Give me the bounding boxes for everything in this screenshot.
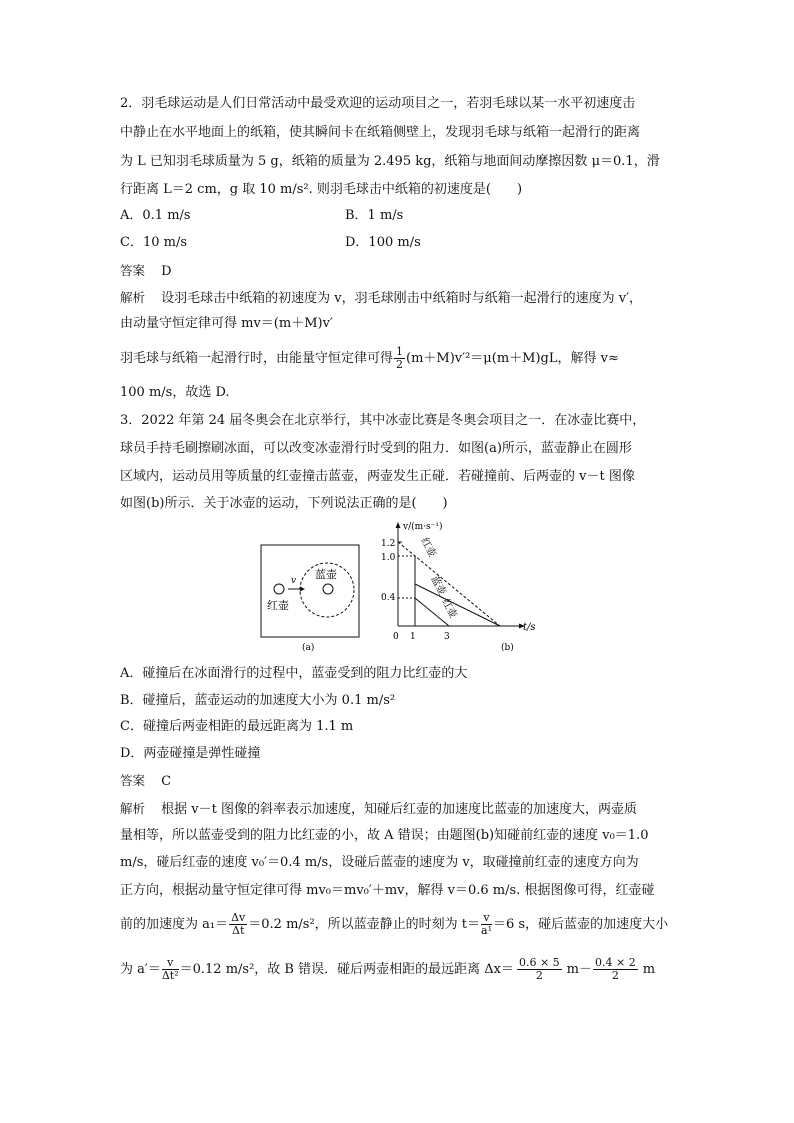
q2-energy-end: 100 m/s，故选 D. <box>120 385 230 400</box>
q2-energy-post: (m＋M)v′²＝μ(m＋M)gL，解得 v≈ <box>406 351 619 366</box>
last-fraction <box>162 957 179 982</box>
q2-stem-line-1: 2．羽毛球运动是人们日常活动中最受欢迎的运动项目之一，若羽毛球以某一水平初速度击 <box>120 96 636 111</box>
y-axis-label: v/(m·s⁻¹) <box>403 522 443 532</box>
q3-option-b: B．碰撞后，蓝壶运动的加速度大小为 0.1 m/s² <box>120 693 396 708</box>
q2-analysis-line-2: 由动量守恒定律可得 mv＝(m＋M)v′ <box>120 316 333 331</box>
q2-energy-line <box>120 346 619 371</box>
blue-line-label: 蓝壶 <box>428 574 448 598</box>
q2-option-d: D．100 m/s <box>345 235 421 250</box>
q3-stem-line-1: 3．2022 年第 24 届冬奥会在北京举行，其中冰壶比赛是冬奥会项目之一．在冰壶比赛中， <box>120 413 646 428</box>
distance-num-1: 0.6 × 5 <box>518 956 560 969</box>
q3-figure <box>255 520 545 655</box>
distance-den-2: 2 <box>611 969 619 982</box>
blue-stone-label: 蓝壶 <box>315 568 337 581</box>
distance-num-2: 0.4 × 2 <box>595 956 636 969</box>
q3-option-d: D．两壶碰撞是弹性碰撞 <box>120 746 261 761</box>
time-den: a¹ <box>481 924 493 937</box>
q2-stem-line-4: 行距离 L＝2 cm，g 取 10 m/s². 则羽毛球击中纸箱的初速度是( ) <box>120 182 523 197</box>
last-num: v <box>162 957 179 970</box>
q3-analysis-line-1 <box>120 800 637 818</box>
q3-stem-line-3: 区域内，运动员用等质量的红壶撞击蓝壶，两壶发生正碰．若碰撞前、后两壶的 v－t 图像 <box>120 469 635 484</box>
velocity-symbol: v <box>291 576 297 586</box>
q2-half-num: 1 <box>396 345 404 358</box>
distance-fraction-1 <box>517 957 562 982</box>
unit-m-2: m <box>642 962 656 977</box>
acc-fraction <box>229 912 247 937</box>
blue-stone-icon <box>323 584 333 594</box>
q2-answer-row <box>120 262 172 280</box>
acc-pre: 前的加速度为 a₁＝ <box>120 917 229 932</box>
q3-acceleration-line <box>120 912 668 937</box>
x-tick-3: 3 <box>444 632 450 642</box>
q2-analysis-line-1 <box>120 289 642 307</box>
q3-analysis-text-1: 根据 v－t 图像的斜率表示加速度，知碰后红壶的加速度比蓝壶的加速度大，两壶质 <box>161 802 637 817</box>
q3-analysis-line-4: 正方向，根据动量守恒定律可得 mv₀＝mv₀′＋mv，解得 v＝0.6 m/s. 根据图像可得，红壶碰 <box>120 883 655 898</box>
y-tick-1-0: 1.0 <box>381 553 396 563</box>
q2-answer-label: 答案 <box>120 263 146 278</box>
y-tick-0-4: 0.4 <box>381 593 396 603</box>
q2-energy-pre: 羽毛球与纸箱一起滑行时，由能量守恒定律可得 <box>120 351 394 366</box>
blue-after-line <box>415 584 500 626</box>
y-axis-arrow-icon <box>396 522 401 528</box>
q3-answer-row <box>120 772 171 790</box>
red-stone-icon <box>274 584 284 594</box>
acc-post: ＝6 s，碰后蓝壶的加速度大小 <box>493 917 669 932</box>
q3-analysis-line-2: 量相等，所以蓝壶受到的阻力比红壶的小，故 A 错误；由题图(b)知碰前红壶的速度 v₀＝1.0 <box>120 828 649 843</box>
q2-option-b: B．1 m/s <box>345 208 404 223</box>
x-axis-label: t/s <box>523 622 536 633</box>
last-mid: ＝0.12 m/s²，故 B 错误．碰后两壶相距的最远距离 Δx＝ <box>179 962 514 977</box>
q3-stem-line-2: 球员手持毛刷擦刷冰面，可以改变冰壶滑行时受到的阻力．如图(a)所示，蓝壶静止在圆形 <box>120 441 632 456</box>
fig-b-caption: (b) <box>501 643 514 653</box>
q2-half-fraction <box>394 346 405 371</box>
q2-stem-line-2: 中静止在水平地面上的纸箱，使其瞬间卡在纸箱侧壁上，发现羽毛球与纸箱一起滑行的距离 <box>120 125 641 140</box>
red-line-label: 红壶 <box>418 536 438 560</box>
vt-chart <box>381 521 536 653</box>
q2-analysis-text-1: 设羽毛球击中纸箱的初速度为 v，羽毛球刚击中纸箱时与纸箱一起滑行的速度为 v′， <box>161 291 643 306</box>
distance-fraction-2 <box>593 957 638 982</box>
q3-last-line <box>120 957 655 982</box>
unit-m-1: m－ <box>566 962 592 977</box>
q3-option-a: A．碰撞后在冰面滑行的过程中，蓝壶受到的阻力比红壶的大 <box>120 666 468 681</box>
time-num: v <box>481 912 492 925</box>
y-tick-1-2: 1.2 <box>381 539 396 549</box>
time-fraction <box>481 912 492 937</box>
q2-option-a: A．0.1 m/s <box>120 208 191 223</box>
q2-stem-line-3: 为 L 已知羽毛球质量为 5 g，纸箱的质量为 2.495 kg，纸箱与地面间动摩擦因数 μ＝0.1，滑 <box>120 154 660 169</box>
x-tick-1: 1 <box>410 632 416 642</box>
q3-analysis-label: 解析 <box>120 801 146 816</box>
acc-num: Δv <box>231 911 246 924</box>
red-after-label: 红壶 <box>439 597 459 621</box>
origin-label: 0 <box>393 632 399 642</box>
q3-answer-label: 答案 <box>120 773 146 788</box>
acc-mid: ＝0.2 m/s²，所以蓝壶静止的时刻为 t＝ <box>248 917 481 932</box>
q2-answer-value: D <box>161 264 172 279</box>
q3-stem-line-4: 如图(b)所示．关于冰壶的运动，下列说法正确的是( ) <box>120 496 448 511</box>
q3-analysis-line-3: m/s，碰后红壶的速度 v₀′＝0.4 m/s，设碰后蓝壶的速度为 v，取碰撞前红壶的速度方向为 <box>120 855 639 870</box>
q2-option-c: C．10 m/s <box>120 235 187 250</box>
q3-answer-value: C <box>161 774 172 789</box>
fig-a-caption: (a) <box>302 643 315 653</box>
last-pre: 为 a′＝ <box>120 962 161 977</box>
arrow-head-icon <box>300 587 305 592</box>
acc-den: Δt <box>232 924 245 937</box>
red-stone-label: 红壶 <box>267 599 289 612</box>
last-den: Δt² <box>161 969 179 982</box>
distance-den-1: 2 <box>535 969 543 982</box>
q2-analysis-label: 解析 <box>120 290 146 305</box>
q3-option-c: C．碰撞后两壶相距的最远距离为 1.1 m <box>120 719 354 734</box>
q2-half-den: 2 <box>396 358 404 371</box>
